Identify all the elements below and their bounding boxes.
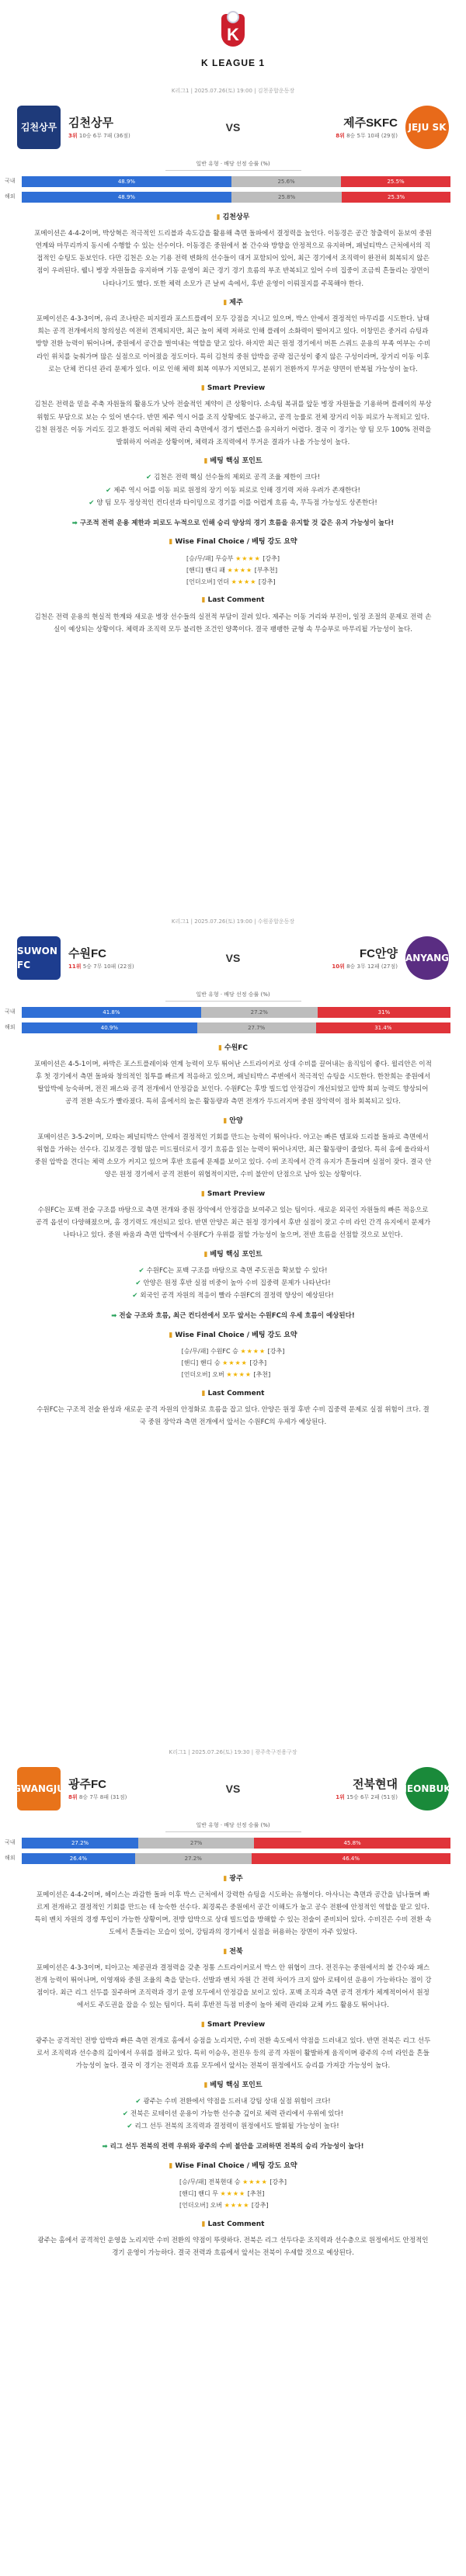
info-icon: ▮	[216, 213, 221, 221]
betting-point	[34, 2095, 432, 2108]
match-card	[0, 1745, 466, 2576]
away-analysis-text: 포메이션은 4-3-3이며, 유리 조나탄은 피지컬과 포스트플레이 모두 강점을 지니고 있으며, 박스 안에서 결정적인 마무리를 시도한다. 남태희는 공격 전개에서의 창의성은 여전히 견제되지만, 최근 높이 체력 저하로 인해 플레이 소화력이 떨어지고 있다. 이창민은 중거리 슈팅과 방향 전환 능력이 뛰어나며, 중원에서 공간을 벌여내는 역할을 맡고 있다. 하지만 최근 원정 경기에서 버튼 스쿼드 운용의 부족 여부는 수비라인 위치를 늦춰가며 많은 실점으로 이어졌을 정도이다. 특히 김천의 중원 압박을 공략 접근성이 좋지 않은 구성이라며, 장거리 이동 이후로는 단체 컨디션 관리 문제가 있다. 이로 인해 체력 회복 여부가 지연되고, 분위기 전환까지 무거운 양면이 반복될 가능성이 높다.	[35, 315, 431, 373]
info-icon: ▮	[200, 384, 205, 392]
home-record-text: 5승 7무 10패 (22점)	[82, 963, 134, 970]
info-icon: ▮	[169, 2161, 173, 2170]
domestic-label: 국내	[5, 178, 16, 185]
stadium-name: 김천종합운동장	[257, 88, 295, 94]
away-analysis-title: 전북	[229, 1947, 243, 1956]
away-analysis	[0, 1116, 466, 1182]
last-comment-text: 광주는 홈에서 공격적인 운영을 노리지만 수비 전환의 약점이 뚜렷하다. 전북은 리그 선두다운 조직력과 선수층으로 원정에서도 안정적인 경기 운영이 가능하다. 결국 전력과 흐름에서 앞서는 전북이 우세할 것으로 예상된다.	[37, 2237, 429, 2258]
wfc-cell: [언더오버]	[179, 2202, 209, 2210]
wfc-cell: 수원FC 승	[208, 1348, 241, 1356]
rating-stars: ★★★★	[242, 2178, 268, 2186]
betting-point-text: 광주는 수비 전환에서 약점을 드러내 강팀 상대 실점 위험이 크다!	[143, 2098, 331, 2106]
betting-point-text: 김천은 전력 핵심 선수들의 제외로 공격 조율 제한이 크다!	[154, 474, 320, 482]
wfc-table	[182, 1345, 285, 1381]
last-comment-title: Last Comment	[207, 1389, 265, 1397]
last-comment	[0, 2220, 466, 2260]
check-icon: ✔	[132, 1292, 138, 1300]
info-icon: ▮	[200, 1189, 205, 1198]
home-record	[68, 963, 134, 971]
away-crest: JEJU SK	[405, 106, 449, 149]
betting-points-title: 베팅 핵심 포인트	[210, 2081, 263, 2089]
summary-text: 구조적 전력 운용 제한과 피로도 누적으로 인해 승리 양상의 경기 흐름을 유지할 것 같은 유지 가능성이 높다!	[79, 519, 395, 527]
away-record-text: 8승 5무 10패 (29점)	[346, 133, 398, 139]
stadium-name: 광주축구전용구장	[255, 1749, 297, 1755]
betting-points-title: 베팅 핵심 포인트	[210, 1250, 263, 1258]
foreign-bar	[22, 1853, 450, 1864]
home-crest: 김천상무	[17, 106, 61, 149]
last-comment-title: Last Comment	[207, 2220, 265, 2228]
wfc-cell: [추천]	[245, 2190, 265, 2198]
betting-points	[0, 2081, 466, 2133]
last-comment-text: 김천은 전력 운용의 현실적 한계와 새로운 병장 선수들의 실전적 부담이 걸려 있다. 제주는 이동 거리와 부진이, 일정 조절의 문제로 전력 손실이 예상되는 상황이다. 체력과 조직력 모두 불리한 조건인 양쪽이다. 결국 팽팽한 균형 속 무승부로 마무리될 가능성이 높다.	[34, 613, 432, 634]
betting-point-text: 전북은 로테이션 운용이 가능한 선수층 깊이로 체력 관리에서 우위에 있다!	[130, 2110, 344, 2119]
foreign-label: 해외	[5, 1024, 16, 1031]
header	[0, 0, 466, 84]
wfc-row	[179, 2188, 287, 2199]
home-analysis	[0, 213, 466, 290]
match-date: 2025.07.26(토) 19:30	[191, 1749, 250, 1755]
home-rank: 11위	[68, 963, 82, 970]
smart-preview-title: Smart Preview	[207, 2020, 266, 2029]
domestic-label: 국내	[5, 1009, 16, 1015]
betting-point-text: 수원FC는 포백 구조를 바탕으로 측면 주도권을 확보할 수 있다!	[146, 1267, 328, 1276]
home-analysis-title: 김천상무	[222, 213, 250, 221]
wfc-row	[182, 1357, 285, 1369]
wfc-cell: [부추천]	[252, 566, 278, 574]
info-icon: ▮	[201, 1389, 206, 1397]
wfc-cell: [언더오버]	[181, 1371, 210, 1379]
last-comment-text: 수원FC는 구조적 전술 완성과 새로운 공격 자원의 안정화로 흐름을 잡고 있다. 안양은 원정 후반 수비 집중력 문제로 실점 위험이 크다. 결국 중원 장악과 측면 전개에서 앞서는 수원FC의 우세가 예상된다.	[37, 1406, 429, 1427]
home-team	[13, 1767, 206, 1810]
poll-segment: 31%	[318, 1007, 450, 1018]
wfc-cell: 전북현대 승	[206, 2178, 243, 2186]
home-name: 수원FC	[68, 946, 106, 960]
teams-row	[0, 95, 466, 160]
wfc-row	[186, 576, 280, 588]
poll-segment: 45.8%	[254, 1838, 450, 1849]
home-rank: 8위	[68, 1794, 78, 1800]
check-icon: ✔	[135, 1279, 141, 1288]
home-crest: GWANGJU	[17, 1767, 61, 1810]
vs-label: VS	[225, 120, 241, 134]
wfc-cell: [강추]	[247, 1359, 267, 1367]
check-icon: ✔	[89, 498, 95, 507]
wfc-cell: [강추]	[267, 2178, 287, 2186]
wfc-cell: 핸디 승	[198, 1359, 223, 1367]
match-card	[0, 84, 466, 915]
smart-preview	[0, 2020, 466, 2073]
poll-segment: 27.2%	[135, 1853, 252, 1864]
wfc-cell: [언더오버]	[186, 578, 216, 585]
rating-stars: ★★★★	[231, 578, 257, 585]
home-name: 광주FC	[68, 1777, 106, 1791]
foreign-label: 해외	[5, 1855, 16, 1862]
foreign-bar	[22, 192, 450, 203]
smart-preview-text: 광주는 공격적인 전방 압박과 빠른 측면 전개로 홈에서 승점을 노리지만, 수비 전환 속도에서 약점을 드러내고 있다. 반면 전북은 리그 선두로서 조직력과 선수층의 깊이에서 우위를 점하고 있다. 특히 이승우, 전진우 등의 공격 자원이 활발하게 움직이며 광주의 수비 라인을 흔들 가능성이 높다. 결국 이 경기는 전력과 흐름 모두에서 앞서는 전북이 원정에서도 승리를 가져갈 가능성이 높다.	[35, 2037, 431, 2071]
away-record	[332, 963, 398, 971]
away-rank: 8위	[336, 133, 345, 139]
wfc-title: Wise Final Choice / 베팅 강도 요약	[175, 1331, 297, 1339]
away-analysis-title: 제주	[229, 298, 243, 307]
poll-segment: 27.2%	[22, 1838, 138, 1849]
wfc-cell: [추천]	[252, 1371, 271, 1379]
away-crest: JEONBUK	[405, 1767, 449, 1810]
wfc-cell: 핸디 무	[196, 2190, 221, 2198]
home-info	[68, 946, 134, 971]
away-record-text: 15승 6무 2패 (51점)	[346, 1794, 398, 1800]
poll-segment: 26.4%	[22, 1853, 135, 1864]
wfc-row	[186, 564, 280, 576]
away-analysis-text: 포메이션은 4-3-3이며, 티아고는 제공권과 결정력을 갖춘 정통 스트라이커로서 박스 안 위협이 크다. 전진우는 중원에서의 볼 간수와 패스 전개 능력이 뛰어나며, 이영재와 중원 조율의 축을 맡는다. 선발과 벤치 자원 간 전력 차이가 크지 않아 로테이션 운용이 가능하다는 점이 강점이다. 최근 리그 선두를 질주하며 조직력과 경기 운영 모두에서 안정감을 보이고 있다. 포백 조직과 측면 공격 전개가 체계적이어서 원정에서도 주도권을 잡을 수 있는 팀이다. 특히 후반전 득점 비중이 높아 체력 관리와 교체 카드 활용도 뛰어나다.	[34, 1964, 432, 2010]
poll-segment: 48.9%	[22, 176, 231, 187]
home-name: 김천상무	[68, 116, 113, 130]
info-icon: ▮	[223, 1874, 228, 1883]
home-rank: 3위	[68, 133, 78, 139]
match-date: 2025.07.26(토) 19:00	[194, 88, 252, 94]
rating-stars: ★★★★	[220, 2190, 246, 2198]
stadium-name: 수원종합운동장	[257, 918, 295, 925]
rating-stars: ★★★★	[222, 1359, 248, 1367]
betting-point	[34, 1265, 432, 1277]
poll-segment: 40.9%	[22, 1022, 197, 1033]
betting-point-text: 안양은 원정 후반 실점 비중이 높아 수비 집중력 문제가 나타난다!	[143, 1279, 331, 1288]
away-name: 전북현대	[353, 1777, 398, 1791]
check-icon: ✔	[145, 474, 152, 482]
smart-preview	[0, 1189, 466, 1242]
wfc-table	[186, 553, 280, 588]
home-team	[17, 106, 206, 149]
poll-domestic	[0, 1835, 466, 1851]
summary-line	[0, 517, 466, 529]
match-meta: K리그1 | 2025.07.26(토) 19:30 | 광주축구전용구장	[169, 1749, 297, 1755]
home-analysis-text: 포메이션은 4-5-1이며, 싸박은 포스트플레이와 연계 능력이 모두 뛰어난 스트라이커로 상대 수비를 끌어내는 움직임이 좋다. 윌리안은 이적 후 첫 경기에서 측면 돌파와 창의적인 침투를 빠르게 적응하고 있으며, 패널티박스 주변에서 적극적인 슈팅을 시도한다. 한찬희는 중원에서 탈압박에 능숙하며, 전진 패스와 공격 전개에서 안정감을 보인다. 수원FC는 후방 빌드업 안정감이 개선되었고 압박 회피 능력도 향상되어 공격 전환 속도가 빨라졌다. 특히 홈에서의 높은 활동량과 측면 전개가 두드러지며 중원 장악력이 점차 회복되고 있다.	[34, 1061, 432, 1106]
domestic-bar	[22, 1838, 450, 1849]
poll-segment: 27.2%	[201, 1007, 318, 1018]
home-analysis-title: 광주	[229, 1874, 243, 1883]
foreign-bar	[22, 1022, 450, 1033]
poll-segment: 25.5%	[341, 176, 450, 187]
vs-label: VS	[225, 1782, 241, 1795]
poll-segment: 48.9%	[22, 192, 231, 203]
poll-segment: 27.7%	[197, 1022, 316, 1033]
betting-point-text: 외국인 공격 자원의 적응이 빨라 수원FC의 결정력 향상이 예상된다!	[140, 1292, 334, 1300]
wfc-cell: [핸디]	[179, 2190, 196, 2198]
away-team	[260, 106, 449, 149]
wfc-row	[182, 1369, 285, 1380]
poll-domestic	[0, 1005, 466, 1020]
match-list	[0, 84, 466, 2576]
check-icon: ✔	[135, 2098, 141, 2106]
info-icon: ▮	[200, 2020, 205, 2029]
home-team	[17, 936, 206, 980]
smart-preview-title: Smart Preview	[207, 1189, 266, 1198]
poll-segment: 41.8%	[22, 1007, 201, 1018]
info-icon: ▮	[217, 1043, 222, 1052]
info-icon: ▮	[169, 538, 173, 547]
domestic-bar	[22, 1007, 450, 1018]
vs-label: VS	[225, 951, 241, 964]
home-record-text: 10승 6무 7패 (36점)	[78, 133, 130, 139]
wfc-title: Wise Final Choice / 베팅 강도 요약	[175, 538, 297, 547]
wfc-cell: 핸디 패	[203, 566, 228, 574]
away-analysis-text: 포메이션은 3-5-2이며, 모따는 페널티박스 안에서 결정적인 기회를 만드는 능력이 뛰어나다. 야고는 빠른 템포와 드리블 돌파로 측면에서 위협을 가하는 선수다. 김보경은 경험 많은 미드필더로서 경기 흐름을 읽는 능력이 뛰어나지만, 최근 활동량이 줄었다. 특히 홈에 올라와서 중원 압박을 견디는 체력 소모가 커지고 있으며 후반 흐름에 문제를 보이고 있다. 수비 조직에서 간격 유지가 흔들리며 실점이 잦다. 결국 안양은 원정 경기에서 공격 전환이 위협적이지만, 수비 불안이 단점으로 남아 있는 상황이다.	[34, 1134, 432, 1179]
home-crest: SUWON FC	[17, 936, 61, 980]
away-name: FC안양	[360, 946, 398, 960]
info-icon: ▮	[223, 1947, 228, 1956]
wfc-cell: [승/무/패]	[186, 554, 214, 562]
summary-text: 전술 구조와 흐름, 최근 컨디션에서 모두 앞서는 수원FC의 우세 흐름이 예상된다!	[119, 1312, 355, 1321]
poll-segment: 27%	[138, 1838, 254, 1849]
smart-preview-title: Smart Preview	[207, 384, 266, 392]
league-label: K리그1	[171, 88, 190, 94]
betting-point	[34, 2120, 432, 2133]
wise-final-choice	[0, 537, 466, 588]
away-crest: ANYANG	[405, 936, 449, 980]
home-record	[68, 1793, 127, 1802]
summary-line	[0, 1310, 466, 1322]
teams-row	[0, 1756, 466, 1821]
home-analysis-title: 수원FC	[224, 1043, 249, 1052]
rating-stars: ★★★★	[226, 1371, 252, 1379]
brand-title: K LEAGUE 1	[200, 57, 265, 68]
away-info	[332, 946, 398, 971]
poll-title: 일반 유형 · 배당 선정 승률 (%)	[165, 1821, 301, 1832]
info-icon: ▮	[203, 1250, 208, 1258]
wfc-row	[179, 2199, 287, 2211]
wfc-cell: [승/무/패]	[179, 2178, 207, 2186]
betting-point	[34, 484, 432, 497]
away-info	[336, 115, 398, 141]
check-icon: ✔	[122, 2110, 129, 2119]
betting-points-list	[34, 1265, 432, 1302]
poll-foreign	[0, 1020, 466, 1036]
match-meta: K리그1 | 2025.07.26(토) 19:00 | 수원종합운동장	[171, 918, 295, 925]
wfc-cell: [승/무/패]	[181, 1348, 209, 1356]
info-icon: ▮	[223, 298, 228, 307]
poll-segment: 46.4%	[252, 1853, 450, 1864]
betting-point	[34, 2108, 432, 2120]
wfc-cell: 무승부	[213, 554, 236, 562]
betting-points-title: 베팅 핵심 포인트	[210, 457, 263, 465]
betting-points	[0, 1250, 466, 1303]
poll-title: 일반 유형 · 배당 선정 승률 (%)	[165, 991, 301, 1002]
smart-preview-text: 수원FC는 포백 전술 구조를 바탕으로 측면 전개와 중원 장악에서 안정감을 보여주고 있는 팀이다. 새로운 외국인 자원들의 빠른 적응으로 공격 옵션이 다양해졌으며, 홈 경기력도 개선되고 있다. 반면 안양은 최근 원정 경기에서 후반 실점이 잦고 수비 라인 간격 유지에서 문제가 나타나고 있다. 중원 싸움과 측면 압박에서 수원FC가 우위를 점할 가능성이 높으며, 전반 흐름을 선점할 것으로 보인다.	[35, 1206, 431, 1240]
betting-point	[34, 1290, 432, 1302]
wfc-cell: [핸디]	[181, 1359, 199, 1367]
home-info	[68, 115, 130, 141]
betting-point	[34, 497, 432, 509]
away-record	[336, 132, 398, 141]
info-icon: ▮	[203, 2081, 208, 2089]
poll-title: 일반 유형 · 배당 선정 승률 (%)	[165, 160, 301, 171]
away-analysis-title: 안양	[229, 1116, 243, 1125]
logo-letter: K	[227, 25, 239, 44]
wfc-cell: [핸디]	[186, 566, 203, 574]
away-record-text: 8승 3무 12패 (27점)	[346, 963, 398, 970]
wise-final-choice	[0, 2161, 466, 2212]
wfc-row	[186, 553, 280, 564]
rating-stars: ★★★★	[227, 566, 253, 574]
betting-point-text: 양 팀 모두 정상적인 컨디션과 타이밍으로 경기를 이를 어렵게 흐름 속, 무득점 가능성도 상존한다!	[96, 498, 377, 507]
wfc-cell: 오버	[208, 2202, 224, 2210]
away-analysis	[0, 1947, 466, 2012]
check-icon: ✔	[138, 1267, 144, 1276]
wfc-title: Wise Final Choice / 베팅 강도 요약	[175, 2161, 297, 2170]
away-team	[260, 1767, 449, 1810]
betting-points	[0, 457, 466, 509]
check-icon: ✔	[127, 2123, 133, 2131]
poll-segment: 25.8%	[231, 192, 342, 203]
wfc-row	[179, 2176, 287, 2188]
info-icon: ▮	[203, 457, 208, 465]
poll-foreign	[0, 1851, 466, 1866]
k-league-logo	[220, 11, 246, 54]
home-analysis-text: 포메이션은 4-4-2이며, 헤이스는 과감한 돌파 이후 박스 근처에서 강력한 슈팅을 시도하는 유형이다. 아사니는 측면과 공간을 넘나들며 빠르게 전개하고 결정적인 기회를 만드는 데 능숙한 선수다. 최경록은 중원에서 공간 이해도가 높고 공수 전환에 안정적인 역할을 맡고 있다. 특히 벤치 자원의 경쟁 투입이 가능한 상황이며, 전방 압박으로 상대 빌드업을 방해할 수 있는 전술이 준비되어 있다. 수비진은 수비 전환 속도에서 흔들리는 모습이 있어, 강팀과의 경기에서 실점을 허용하는 장면이 자주 있었다.	[34, 1891, 432, 1937]
match-date: 2025.07.26(토) 19:00	[194, 918, 252, 925]
summary-text: 리그 선두 전북의 전력 우위와 광주의 수비 불안을 고려하면 전북의 승리 가능성이 높다!	[110, 2143, 364, 2151]
wfc-cell: 언더	[215, 578, 231, 585]
home-record-text: 8승 7무 8패 (31점)	[78, 1794, 127, 1800]
check-icon: ✔	[106, 486, 112, 495]
info-icon: ▮	[223, 1116, 228, 1125]
wfc-cell: [강추]	[260, 554, 280, 562]
betting-points-list	[34, 2095, 432, 2133]
rating-stars: ★★★★	[235, 554, 261, 562]
smart-preview-text: 김천은 전력을 믿을 주축 자원들의 활용도가 낮아 전술적인 제약이 큰 상황이다. 소속팀 복귀를 앞둔 병장 자원들을 기용하며 플레이의 부상 위험도 부담으로 보는 수 있어 변수다. 반면 제주 역시 어를 조직 상황에도 불구하고, 공격 능률로 전체 장거리 이동 피로가 누적되고 있다. 김천 원정은 이동 거리도 길고 환경도 어려워 체력 관리 측면에서 경기 밸런스를 유지하기 어렵다. 결국 이 경기는 양 팀 모두 100% 전력을 발휘하지 어려운 상황이며, 체력과 조직력에서 무거운 결과가 나올 가능성이 높다.	[34, 401, 432, 446]
last-comment	[0, 1389, 466, 1429]
home-analysis-text: 포메이션은 4-4-2이며, 박상혁은 적극적인 드리블과 속도감을 활용해 측면 돌파에서 결정력을 높인다. 이동경은 공간 창출력이 돋보여 중원 연계와 마무리까지 동시에 수행할 수 있는 선수이다. 이동경은 중원에서 볼 간수와 방향을 안정적으로 유지하며, 패널티박스 근처에서의 직접적인 슈팅도 돋보인다. 다만 김천은 오는 기용 전력 변화의 선수들이 대거 포함되어 있어, 최근 경기에서 조직력이 완전히 회복되지 않은 점이 우려된다. 웰니 병장 자원들을 유지하며 기동 운영이 최근 경기 경기 흐름의 부조 반복되고 있어 수비 집중이 조금씩 흔들리는 장면이 나타나기도 했다. 또한 체력 소모가 큰 날씨 속에서, 후반 운영이 이뤄질지를 주목해야 한다.	[34, 230, 432, 288]
away-info	[336, 1776, 398, 1802]
away-team	[260, 936, 449, 980]
betting-point	[34, 1277, 432, 1290]
last-comment-title: Last Comment	[207, 596, 265, 605]
arrow-icon: ➡	[71, 519, 78, 527]
league-label: K리그1	[169, 1749, 187, 1755]
wfc-cell: 오버	[210, 1371, 227, 1379]
home-analysis	[0, 1043, 466, 1109]
domestic-label: 국내	[5, 1839, 16, 1846]
home-analysis	[0, 1874, 466, 1939]
summary-line	[0, 2140, 466, 2153]
wfc-cell: [강추]	[266, 1348, 285, 1356]
domestic-bar	[22, 176, 450, 187]
away-name: 제주SKFC	[343, 116, 398, 130]
wfc-cell: [강추]	[256, 578, 276, 585]
betting-point	[34, 471, 432, 484]
poll-domestic	[0, 174, 466, 189]
info-icon: ▮	[201, 2220, 206, 2228]
betting-point-text: 제주 역시 어를 이동 피로 원정의 장기 이동 피로로 인해 경기력 저하 우려가 존재한다!	[113, 486, 360, 495]
arrow-icon: ➡	[111, 1312, 117, 1321]
rating-stars: ★★★★	[240, 1348, 266, 1356]
rating-stars: ★★★★	[224, 2202, 250, 2210]
last-comment	[0, 595, 466, 636]
wfc-table	[179, 2176, 287, 2212]
home-info	[68, 1776, 127, 1802]
away-rank: 10위	[332, 963, 345, 970]
teams-row	[0, 925, 466, 991]
match-meta: K리그1 | 2025.07.26(토) 19:00 | 김천종합운동장	[171, 88, 295, 94]
betting-point-text: 리그 선두 전북의 조직력과 결정력이 원정에서도 발휘될 가능성이 높다!	[134, 2123, 339, 2131]
away-rank: 1위	[336, 1794, 345, 1800]
match-card	[0, 915, 466, 1745]
wfc-row	[182, 1345, 285, 1357]
foreign-label: 해외	[5, 193, 16, 200]
wfc-cell: [강추]	[249, 2202, 269, 2210]
away-record	[336, 1793, 398, 1802]
poll-segment: 31.4%	[316, 1022, 450, 1033]
poll-foreign	[0, 189, 466, 205]
arrow-icon: ➡	[102, 2143, 108, 2151]
poll-segment: 25.3%	[342, 192, 450, 203]
home-record	[68, 132, 130, 141]
info-icon: ▮	[169, 1331, 173, 1339]
wise-final-choice	[0, 1331, 466, 1381]
poll-segment: 25.6%	[231, 176, 341, 187]
away-analysis	[0, 298, 466, 376]
betting-points-list	[34, 471, 432, 509]
smart-preview	[0, 384, 466, 449]
league-label: K리그1	[171, 918, 190, 925]
info-icon: ▮	[201, 596, 206, 605]
